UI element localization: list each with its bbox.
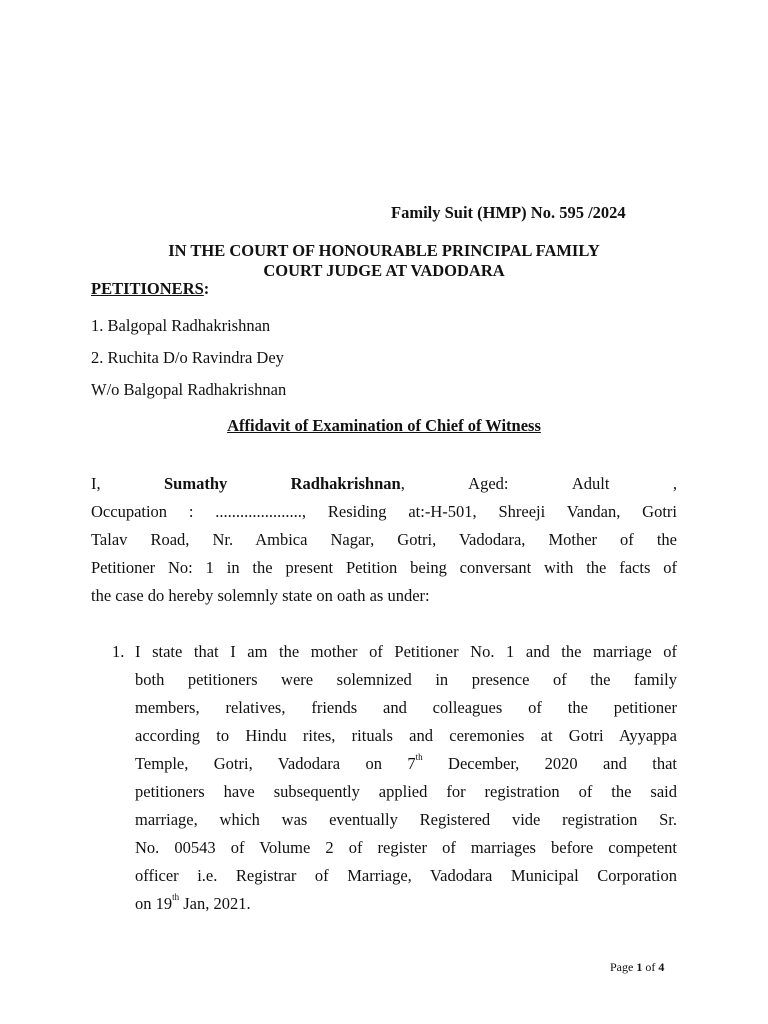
aged-value: Adult xyxy=(571,474,610,493)
intro-line-1 xyxy=(91,474,677,494)
intro-comma: , xyxy=(400,474,405,493)
petitioner-2-wife-of: W/o Balgopal Radhakrishnan xyxy=(91,380,287,399)
line-10-part-b: Jan, 2021. xyxy=(179,894,251,913)
intro-line-5: the case do hereby solemnly state on oath as under: xyxy=(91,586,430,605)
paragraph-1-line-2: both petitioners were solemnized in presence of the family xyxy=(135,670,677,689)
page-footer xyxy=(610,960,664,975)
of-word: of xyxy=(645,960,656,974)
ordinal-suffix: th xyxy=(415,752,423,762)
affidavit-title: Affidavit of Examination of Chief of Witness xyxy=(227,416,541,435)
paragraph-1-line-7: marriage, which was eventually Registered vide registration Sr. xyxy=(135,810,677,829)
petitioners-heading xyxy=(91,279,209,299)
paragraph-1-line-10 xyxy=(135,894,677,914)
aged-label: Aged: xyxy=(468,474,509,493)
paragraph-1-line-9: officer i.e. Registrar of Marriage, Vadodara Municipal Corporation xyxy=(135,866,677,885)
deponent-surname-wrap xyxy=(291,474,405,494)
paragraph-1-line-3: members, relatives, friends and colleagues of the petitioner xyxy=(135,698,677,717)
deponent-surname: Radhakrishnan xyxy=(290,474,401,493)
court-title-line1: IN THE COURT OF HONOURABLE PRINCIPAL FAMILY xyxy=(168,241,600,260)
paragraph-1-number: 1. xyxy=(112,642,125,661)
line-10-part-a: on 19 xyxy=(135,894,173,913)
page-current: 1 xyxy=(636,960,643,974)
paragraph-1-line-5 xyxy=(135,754,677,774)
court-title xyxy=(90,241,678,281)
deponent-first-name: Sumathy xyxy=(163,474,228,493)
page-total: 4 xyxy=(658,960,665,974)
court-title-line2: COURT JUDGE AT VADODARA xyxy=(263,261,505,280)
line-5-part-b: December, 2020 and that xyxy=(422,754,677,773)
intro-comma-2: , xyxy=(672,474,677,493)
ordinal-suffix-2: th xyxy=(172,892,180,902)
intro-line-2: Occupation : ....................., Residing at:-H-501, Shreeji Vandan, Gotri xyxy=(91,502,677,521)
petitioners-heading-label: PETITIONERS xyxy=(91,279,204,298)
paragraph-1-line-6: petitioners have subsequently applied for registration of the said xyxy=(135,782,677,801)
petitioner-1: 1. Balgopal Radhakrishnan xyxy=(91,316,271,335)
deponent-name xyxy=(164,474,227,494)
line-5-part-a: Temple, Gotri, Vadodara on 7 xyxy=(135,754,416,773)
page-word: Page xyxy=(610,960,634,974)
paragraph-1-line-8: No. 00543 of Volume 2 of register of marriages before competent xyxy=(135,838,677,857)
petitioners-heading-colon: : xyxy=(203,279,210,298)
intro-line-3: Talav Road, Nr. Ambica Nagar, Gotri, Vadodara, Mother of the xyxy=(91,530,677,549)
intro-word: I, xyxy=(91,474,101,493)
petitioner-2: 2. Ruchita D/o Ravindra Dey xyxy=(91,348,284,367)
suit-number: Family Suit (HMP) No. 595 /2024 xyxy=(391,203,626,222)
paragraph-1-line-1: I state that I am the mother of Petitioner No. 1 and the marriage of xyxy=(135,642,677,661)
paragraph-1-line-4: according to Hindu rites, rituals and ceremonies at Gotri Ayyappa xyxy=(135,726,677,745)
intro-line-4: Petitioner No: 1 in the present Petition being conversant with the facts of xyxy=(91,558,677,577)
